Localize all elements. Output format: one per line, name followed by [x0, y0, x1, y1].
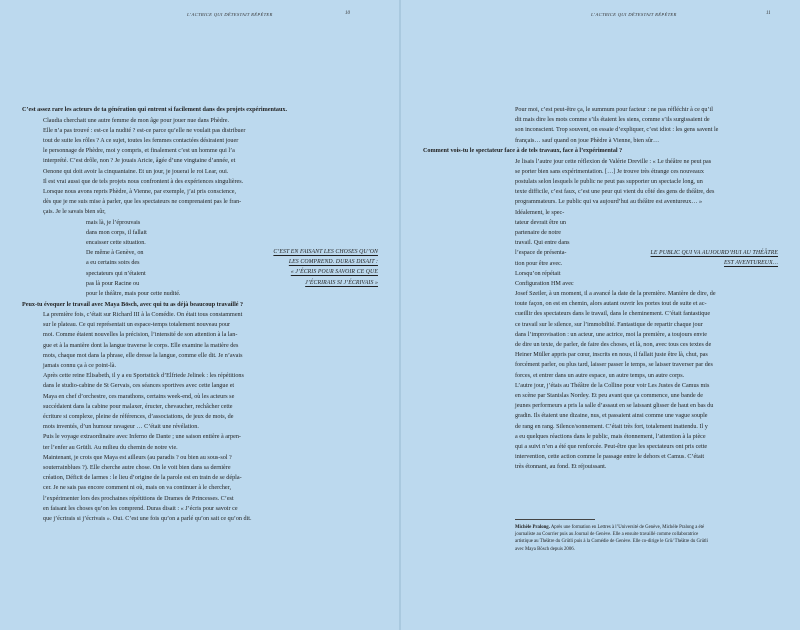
footnote-rule: [515, 519, 595, 520]
text-line: dans mon corps, il fallait: [86, 229, 147, 236]
text-line: a eu certains soirs des: [86, 260, 140, 267]
text-line: écriture si complexe, pleine de références, d’associations, de jeux de mots, de: [43, 414, 234, 421]
text-line: tateur devrait être un: [515, 219, 566, 226]
text-line: ce travail sur le silence, sur l’immobilité. Fantastique de repartir chaque jour: [515, 321, 703, 328]
text-line: succédaient dans la cabine pour malaxer, éructer, chevaucher, rechâcher cette: [43, 403, 233, 410]
text-line: Oenone qui doit avoir la cinquantaine. Et un jour, je jouerai le roi Lear, oui.: [43, 168, 229, 175]
pull-quote-line: « J’ÉCRIS POUR SAVOIR CE QUE: [290, 269, 378, 276]
question-2: Peux-tu évoquer le travail avec Maya Bösch, avec qui tu as déjà beaucoup travaillé ?: [22, 301, 244, 308]
text-line: jeunes performeurs a pris la salle d’assaut en se laissant glisser de haut en bas du: [515, 403, 714, 410]
text-line: gradin. Ils étaient une dizaine, nus, et passaient ainsi comme une vague souple: [515, 413, 708, 420]
bio-line: journaliste au Courrier puis au Journal de Genève. Elle a ensuite travaillé comme collaboratrice: [515, 532, 699, 538]
text-line: intervention, cette action comme le passage entre le dehors et Camus. C’était: [515, 454, 705, 461]
answer-3-narrow: [515, 208, 605, 290]
page-number-right: 11: [766, 11, 771, 16]
answer-2-continued: [515, 105, 785, 146]
text-line: dans le studio-cabine de St Gervais, ces séances sportives avec cette langue et: [43, 383, 235, 390]
answer-2: [43, 310, 378, 524]
text-line: dès que je me suis mise à parler, que les spectateurs ne comprenaient pas le fran-: [43, 199, 242, 206]
text-line: dans l’improvisation : un acteur, une actrice, moi la première, a toujours envie: [515, 331, 707, 338]
text-line: sur le plateau. Ce qui représentait un espace-temps totalement nouveau pour: [43, 322, 231, 329]
pull-quote-line: C’EST EN FAISANT LES CHOSES QU’ON: [273, 249, 378, 255]
text-line: cer. Je ne sais pas encore comment ni où, mais on va continuer à le chercher,: [43, 485, 231, 492]
text-line: a eu quelques réactions dans le public, mais étonnement, l’attention à la pièce: [515, 433, 706, 440]
text-line: que j’écrirais si j’écrivais ». Oui. C’est une fois qu’on a parlé qu’on sait ce qu’on dit.: [43, 516, 252, 523]
text-line: toute façon, on est en chemin, alors autant ouvrir les portes tout de suite et ac-: [515, 301, 707, 308]
text-line: çais. Je le savais bien sûr,: [43, 209, 106, 216]
text-line: souterrainblues ?). Elle cherche autre chose. On le voit bien dans sa dernière: [43, 465, 231, 472]
text-line: programmateurs. Le public qui va aujourd’hui au théâtre est aventureux… »: [515, 199, 703, 206]
text-line: partenaire de notre: [515, 229, 562, 236]
text-line: très étonnant, au fond. Et réjouissant.: [515, 464, 607, 471]
text-line: jamais connu ça à ce point-là.: [43, 363, 116, 370]
text-line: mots, chaque mot dans la phrase, elle dresse la langue, comme elle dit. Je n’avais: [43, 352, 243, 359]
text-line: français… sauf quand on joue Phèdre à Vienne, bien sûr…: [515, 137, 660, 144]
text-line: Configuration HM avec: [515, 280, 574, 287]
text-line: ter l’enfer au Grütli. Au milieu du chemin de notre vie.: [43, 444, 178, 451]
text-line: qui a suivi n’en a été que renforcée. Peut-être que les spectateurs ont pris cette: [515, 444, 708, 451]
question-3: Comment vois-tu le spectateur face à de tels travaux, face à l’expérimental ?: [423, 148, 623, 154]
text-line: le personnage de Phèdre, moi y compris, et finalement c’est un homme qui l’a: [43, 148, 235, 155]
text-line: de dire un texte, de parler, de faire des choses, et là, non, avec tous ces textes de: [515, 342, 712, 349]
text-line: Josef Szeiler, à un moment, il a avancé la date de la première. Manière de dire, de: [515, 291, 716, 297]
text-line: Puis le voyage extraordinaire avec Inferno de Dante ; une saison entière à arpen-: [43, 434, 241, 441]
text-line: Maya en chef d’orchestre, ces marathons, certains week-end, où les acteurs se: [43, 393, 235, 400]
right-page: [401, 0, 800, 630]
text-line: postulats selon lesquels le public ne peut pas supporter un spectacle long, un: [515, 178, 703, 185]
answer-1-last-line: pour le théâtre, mais pour cette nudité.: [86, 291, 181, 297]
text-line: gue et à la manière dont la langue traverse le corps. Elle examine la matière des: [43, 342, 239, 349]
text-line: pas là pour Racine ou: [86, 280, 140, 287]
text-line: dit mais dire les mots comme s’ils étaient les siens, comme s’ils surgissaient de: [515, 117, 710, 124]
text-line: encaisser cette situation.: [86, 239, 146, 246]
text-line: travail. Qui entre dans: [515, 240, 570, 247]
text-line: Après cette reine Elisabeth, il y a eu Sportstück d’Elfriede Jelinek : les répétitions: [43, 373, 244, 380]
text-line: son inconscient. Trop souvent, on essaie d’expliquer, c’est idiot : les gens savent le: [515, 127, 719, 134]
text-line: Pour moi, c’est peut-être ça, le summum pour facteur : ne pas réfléchir à ce qu’il: [515, 107, 713, 113]
answer-3: [515, 157, 785, 208]
left-page: [0, 0, 399, 630]
text-line: spectateurs qui n’étaient: [86, 270, 146, 277]
text-line: De même à Genève, on: [86, 250, 144, 257]
text-line: Heiner Müller appris par cœur, inscrits en nous, il fallait juste être là, chut, pas: [515, 352, 708, 359]
text-line: Je lisais l’autre jour cette réflexion de Valérie Dreville : « Le théâtre ne peut pas: [515, 158, 712, 165]
bio-line: avec Maya Bösch depuis 2006.: [515, 546, 575, 552]
text-line: l’espace de présenta-: [515, 250, 567, 257]
text-line: en scène par Stanislas Nordey. Et peu avant que ça commence, une bande de: [515, 393, 704, 400]
text-line: forces, et entrer dans un autre espace, un autre temps, un autre corps.: [515, 372, 685, 379]
pull-quote-line: LE PUBLIC QUI VA AUJOURD’HUI AU THÉÂTRE: [650, 250, 778, 256]
pull-quote-line: EST AVENTUREUX…: [724, 260, 778, 267]
pull-quote-line: LES COMPREND. DURAS DISAIT :: [288, 259, 378, 266]
text-line: mais là, je l’éprouvais: [86, 219, 141, 226]
text-line: mots inventés, d’un humour ravageur … C’était une révélation.: [43, 424, 199, 431]
text-line: de rang en rang. Silence/sonnement. C’était très fort, totalement inattendu. Il y: [515, 423, 708, 430]
text-line: moi. Comme étaient nouvelles la précision, l’intensité de son attention à la lan-: [43, 332, 238, 339]
pull-quote-right: [601, 248, 778, 268]
text-line: Elle n’a pas trouvé : est-ce la nudité ? est-ce parce qu’elle ne voulait pas distribuer: [43, 127, 246, 134]
text-line: Il est vrai aussi que de tels projets nous confrontent à des expériences singulières.: [43, 178, 244, 185]
running-head-right: L’ACTRICE QUI DÉTESTAIT RÉPÉTER: [591, 12, 677, 17]
text-line: Lorsqu’on répétait: [515, 270, 561, 277]
text-line: texte difficile, c’est faux, c’est une peur qui vient du côté des gens de théâtre, des: [515, 189, 715, 196]
pull-quote-left: [205, 247, 378, 288]
text-line: forcément parler, ou plus tard, laisser passer le temps, se laisser traverser par des: [515, 362, 713, 369]
page-number-left: 10: [345, 11, 350, 16]
bio-line: Michèle Pralong. Après une formation en Lettres à l’Université de Genève, Michèle Pralong a été: [515, 525, 705, 530]
running-head-left: L’ACTRICE QUI DÉTESTAIT RÉPÉTER: [187, 12, 273, 17]
pull-quote-line: J’ÉCRIRAIS SI J’ÉCRIVAIS »: [305, 279, 378, 286]
author-bio: [515, 524, 787, 553]
answer-1: [43, 116, 378, 218]
text-line: l’expérimenter lors des prochaines répétitions de Drames de Princesses. C’est: [43, 495, 234, 502]
text-line: La première fois, c’était sur Richard III à la Comédie. On était tous constamment: [43, 312, 243, 318]
text-line: interprété. C’est drôle, non ? Je jouais Aricie, âgée d’une vingtaine d’année, et: [43, 158, 236, 165]
text-line: se porter bien sans expérimentation. […] Je trouve très étrange ces nouveaux: [515, 168, 704, 175]
question-1: C’est assez rare les acteurs de ta génération qui entrent si facilement dans des projets expérimentaux.: [22, 107, 288, 113]
text-line: tout de suite les rôles ? A ce sujet, toutes les femmes contactées désiraient jouer: [43, 137, 239, 144]
text-line: tion pour être avec.: [515, 260, 563, 267]
text-line: Idéalement, le spec-: [515, 209, 565, 216]
text-line: création, Déficit de larmes : le lieu d’origine de la parole est en train de se dépla-: [43, 475, 242, 482]
text-line: Maintenant, je crois que Maya est ailleurs (au paradis ? ou bien au sous-sol ?: [43, 454, 232, 461]
text-line: cueillir des spectateurs dans le travail, dans le cheminement. C’était fantastique: [515, 311, 711, 318]
text-line: Claudia cherchait une autre femme de mon âge pour jouer nue dans Phèdre.: [43, 117, 230, 124]
text-line: L’autre jour, j’étais au Théâtre de la Colline pour voir Les Justes de Camus mis: [515, 382, 710, 389]
text-line: en faisant les choses qu’on les comprend. Duras disait : « J’écris pour savoir ce: [43, 505, 238, 512]
bio-author-name: Michèle Pralong.: [515, 525, 550, 530]
text-line: Lorsque nous avons repris Phèdre, à Vienne, par exemple, j’ai pris conscience,: [43, 188, 237, 195]
answer-3-rest: [515, 289, 787, 473]
bio-line: artistique au Théâtre du Grütli puis à la Comédie de Genève. Elle co-dirige le Grü/ Théâtre du Grütli: [515, 539, 708, 545]
